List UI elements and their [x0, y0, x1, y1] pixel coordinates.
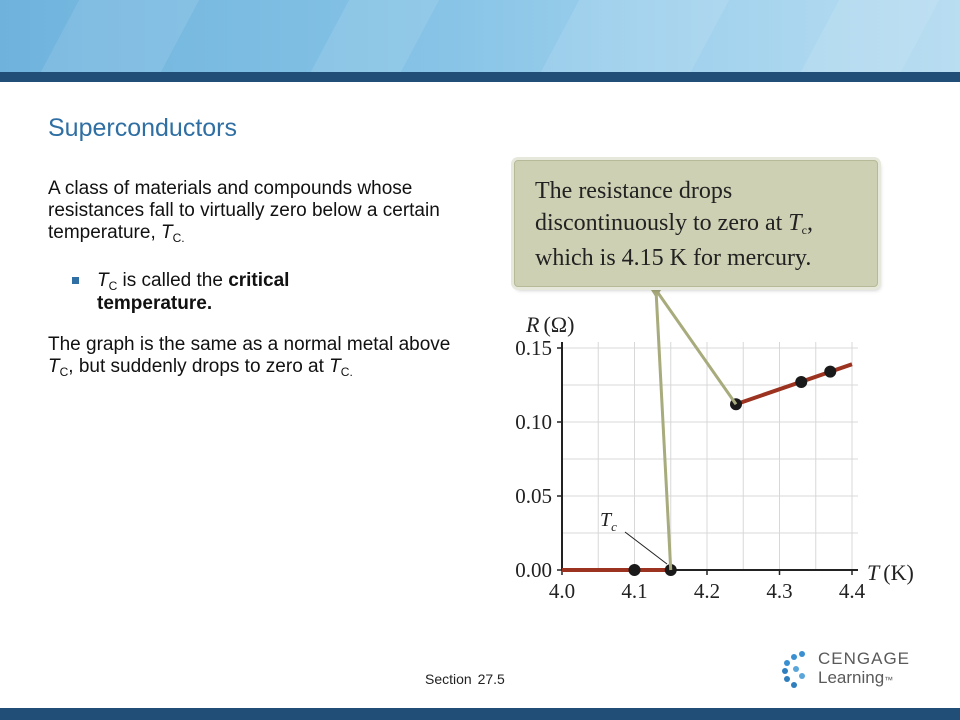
callout-tc-subscript: c — [801, 223, 807, 237]
bullet-bold-text: critical temperature. — [97, 270, 290, 314]
x-tick-label: 4.4 — [838, 579, 866, 603]
bullet-square-icon — [72, 277, 79, 284]
tc-subscript: C. — [340, 365, 353, 379]
tc-symbol: T — [48, 356, 60, 377]
data-point — [795, 376, 807, 388]
tc-symbol: T — [329, 356, 341, 377]
y-tick-label: 0.10 — [515, 410, 552, 434]
slide-title: Superconductors — [48, 114, 238, 142]
y-tick-label: 0.00 — [515, 558, 552, 582]
x-axis-unit: (K) — [883, 560, 914, 585]
y-tick-label: 0.05 — [515, 484, 552, 508]
tc-subscript: C — [108, 279, 118, 293]
logo-trademark: ™ — [884, 675, 894, 685]
tc-symbol: T — [161, 222, 173, 243]
callout-box — [514, 160, 878, 287]
callout-line-2-text: discontinuously to zero at — [535, 210, 789, 236]
x-tick-label: 4.1 — [621, 579, 648, 603]
y-axis-unit: (Ω) — [543, 312, 575, 337]
tc-symbol: T — [97, 270, 109, 291]
y-axis-label — [525, 312, 574, 337]
callout-leader — [646, 282, 736, 570]
data-point — [629, 564, 641, 576]
header-facet — [41, 0, 199, 72]
tc-annotation-pointer — [625, 532, 667, 564]
y-axis-symbol: R — [526, 312, 540, 337]
definition-paragraph — [48, 178, 468, 245]
bullet-plain-text: is called the — [117, 270, 229, 291]
section-label: Section 27.5 — [425, 671, 505, 687]
logo-learning-text: Learning — [818, 668, 885, 687]
cengage-logo — [780, 649, 920, 691]
graph-description-paragraph — [48, 334, 468, 379]
header-rule — [0, 72, 960, 82]
graph-text-a: The graph is the same as a normal metal above — [48, 334, 451, 355]
header-band — [0, 0, 960, 72]
callout-text — [535, 175, 875, 274]
graph-text-b: , but suddenly drops to zero at — [68, 356, 330, 377]
callout-line-1: The resistance drops — [535, 178, 733, 204]
leader-line-to-normal — [656, 290, 736, 404]
x-tick-label: 4.2 — [693, 579, 721, 603]
tc-annotation: $T_c$ — [600, 509, 617, 534]
callout-line-2-end: , — [806, 210, 813, 236]
data-point — [824, 366, 836, 378]
x-tick-label: 4.3 — [766, 579, 793, 603]
y-tick-label: 0.15 — [515, 336, 552, 360]
definition-text: A class of materials and compounds whose resistances fall to virtually zero below a certain temperature, — [48, 178, 440, 243]
x-tick-label: 4.0 — [548, 579, 576, 603]
leader-line-to-tc — [656, 290, 671, 570]
cengage-mark-icon — [780, 649, 814, 689]
chart-labels — [525, 312, 914, 585]
callout-line-2 — [535, 207, 875, 242]
resistance-chart — [490, 280, 940, 620]
callout-tc-symbol: T — [788, 210, 802, 236]
footer-rule — [0, 708, 960, 720]
callout-line-3: which is 4.15 K for mercury. — [535, 245, 812, 271]
bullet-text — [97, 270, 377, 315]
logo-wordmark-learning — [818, 668, 893, 688]
x-axis-label — [867, 560, 914, 585]
header-facet — [311, 0, 439, 72]
tc-subscript: C. — [172, 231, 185, 245]
logo-wordmark-cengage: CENGAGE — [818, 649, 911, 668]
header-facet — [801, 0, 939, 72]
x-axis-symbol: T — [867, 560, 880, 585]
header-facet — [541, 0, 729, 72]
tc-subscript: C — [59, 365, 69, 379]
